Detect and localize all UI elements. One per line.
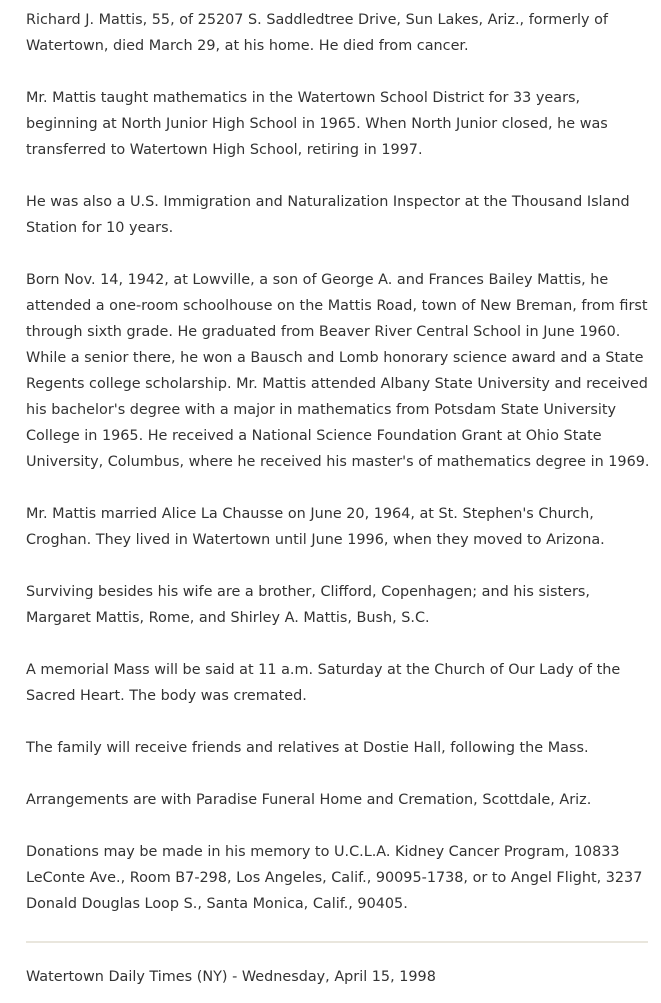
source-citation: Watertown Daily Times (NY) - Wednesday, April 15, 1998 [26, 969, 436, 985]
paragraph-immigration-inspector: He was also a U.S. Immigration and Naturalization Inspector at the Thousand Island Station for 10 years. [26, 194, 630, 236]
paragraph-biography: Born Nov. 14, 1942, at Lowville, a son of George A. and Frances Bailey Mattis, he attended a one-room schoolhouse on the Mattis Road, town of New Breman, from first through sixth grade. He graduated from Beaver River Central School in June 1960. While a senior there, he won a Bausch and Lomb honorary science award and a State Regents college scholarship. Mr. Mattis attended Albany State University and received his bachelor's degree with a major in mathematics from Potsdam State University College in 1965. He received a National Science Foundation Grant at Ohio State University, Columbus, where he received his master's of mathematics degree in 1969. [26, 272, 650, 470]
paragraph-teaching-career: Mr. Mattis taught mathematics in the Watertown School District for 33 years, beginning at North Junior High School in 1965. When North Junior closed, he was transferred to Watertown High School, retiring in 1997. [26, 90, 608, 158]
paragraph-death-notice: Richard J. Mattis, 55, of 25207 S. Saddledtree Drive, Sun Lakes, Ariz., formerly of Watertown, died March 29, at his home. He died from cancer. [26, 12, 608, 54]
paragraph-arrangements: Arrangements are with Paradise Funeral Home and Cremation, Scottdale, Ariz. [26, 792, 592, 808]
paragraph-marriage: Mr. Mattis married Alice La Chausse on June 20, 1964, at St. Stephen's Church, Croghan. They lived in Watertown until June 1996, when they moved to Arizona. [26, 506, 605, 548]
paragraph-visitation: The family will receive friends and relatives at Dostie Hall, following the Mass. [26, 740, 589, 756]
paragraph-survivors: Surviving besides his wife are a brother, Clifford, Copenhagen; and his sisters, Margaret Mattis, Rome, and Shirley A. Mattis, Bush, S.C. [26, 584, 590, 626]
paragraph-memorial-mass: A memorial Mass will be said at 11 a.m. Saturday at the Church of Our Lady of the Sacred Heart. The body was cremated. [26, 662, 621, 704]
source-divider [26, 941, 648, 943]
paragraph-donations: Donations may be made in his memory to U.C.L.A. Kidney Cancer Program, 10833 LeConte Ave., Room B7-298, Los Angeles, Calif., 90095-1738, or to Angel Flight, 3237 Donald Douglas Loop S., Santa Monica, Calif., 90405. [26, 844, 643, 912]
